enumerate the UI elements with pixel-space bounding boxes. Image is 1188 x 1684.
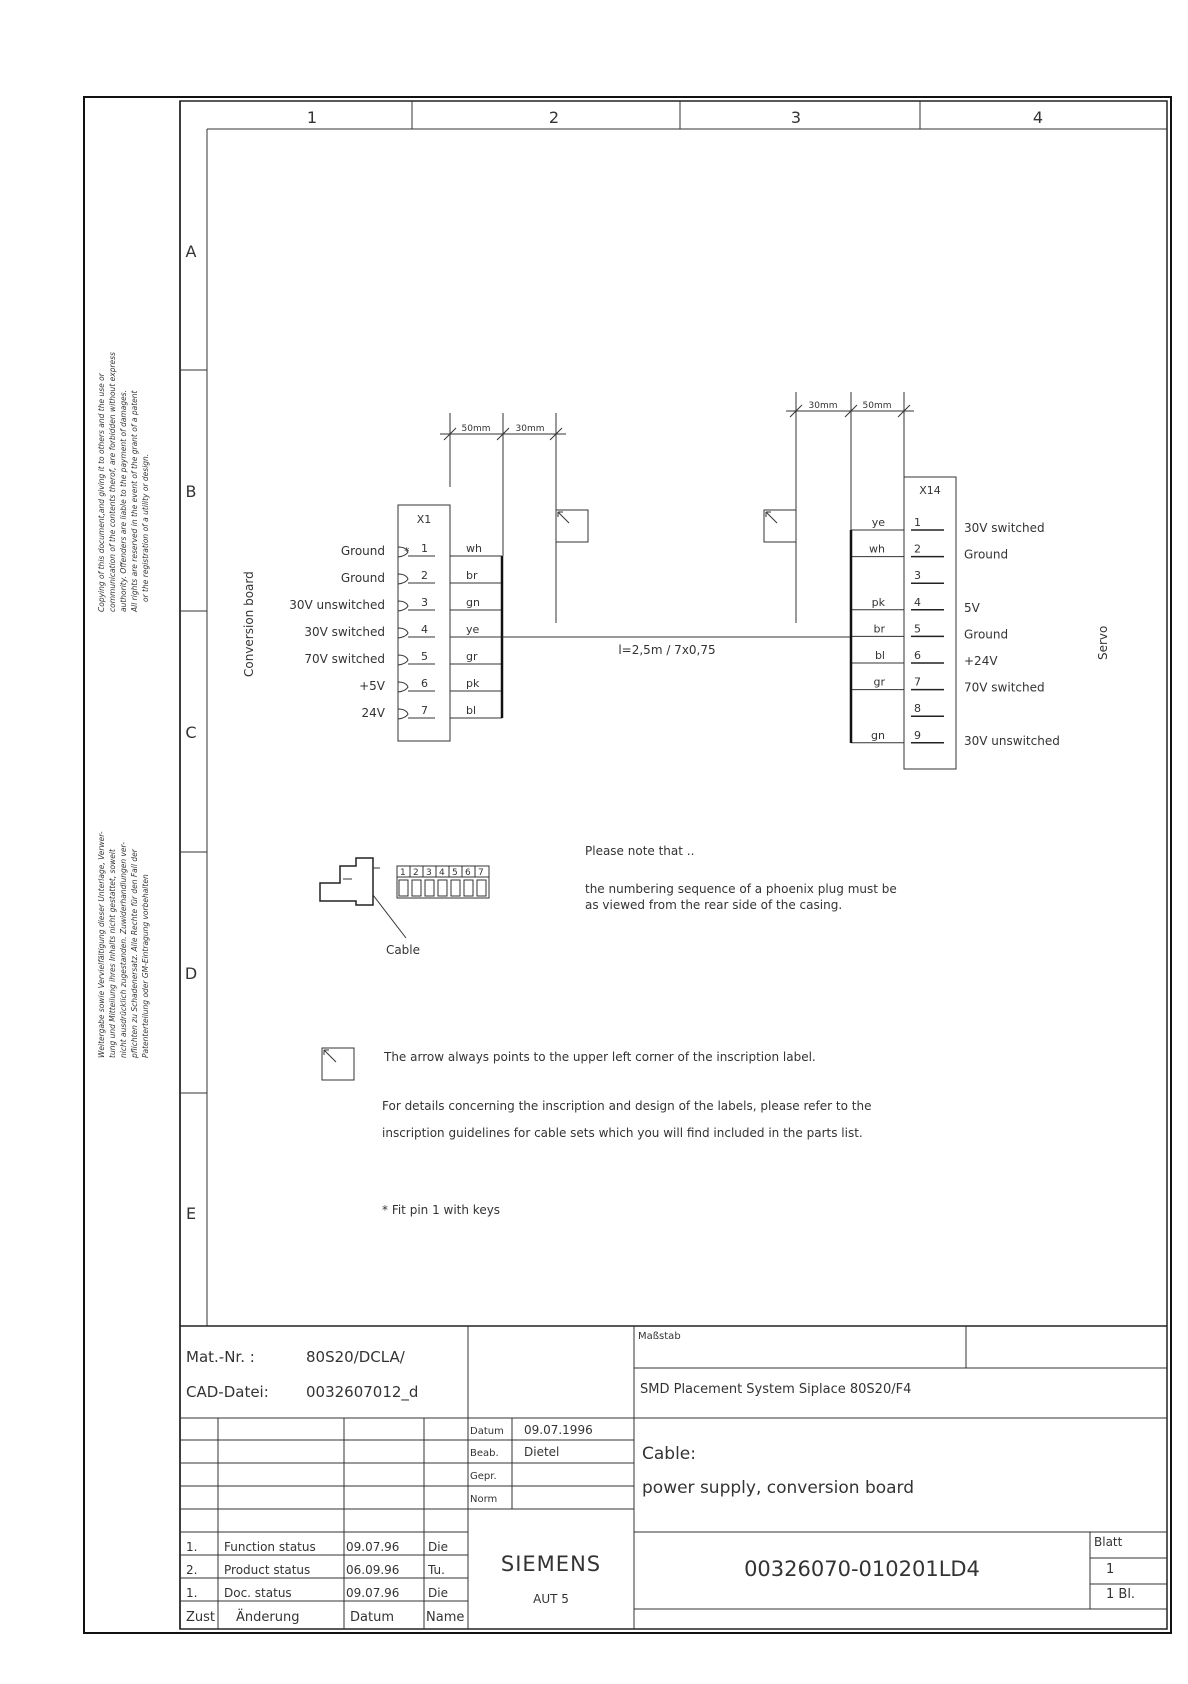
legal-notice-english bbox=[97, 350, 150, 613]
x14-wire-color: gn bbox=[871, 728, 885, 742]
phoenix-terminal bbox=[464, 880, 473, 896]
status-name: Die bbox=[428, 1540, 448, 1554]
svg-text:Weitergabe sowie Vervielfältig: Weitergabe sowie Vervielfältigung dieser Unterlage, Verwer- tung und Mitteilung ihres Inhalts nicht gestattet, soweit nicht ausdrücklich zugestanden. Zuwiderhandlungen ver- pflichten zu Schadenersatz. Alle Rechte für den Fall der Patenterteilung oder GM-Eintragung vorbehalten bbox=[97, 831, 150, 1058]
drawing-number: 00326070-010201LD4 bbox=[744, 1557, 980, 1581]
x1-wire-color: pk bbox=[466, 677, 480, 690]
x1-pin-number: 3 bbox=[421, 596, 428, 609]
x1-wire-color: wh bbox=[466, 542, 482, 555]
phoenix-pins bbox=[399, 866, 486, 896]
x1-pin-label: +5V bbox=[359, 679, 385, 693]
svg-text:Copying of this document,and g: Copying of this document,and giving it to others and the use or communication of the contents therof, are forbidden without express authority. Offenders are liable to the payment of damages. All rights are reserved in the event of the grant of a patent or the registration of a utility or design. bbox=[97, 352, 150, 612]
x14-pin-number: 1 bbox=[914, 516, 921, 529]
cable-description: power supply, conversion board bbox=[642, 1478, 915, 1498]
plug-body bbox=[320, 858, 373, 905]
x1-title: X1 bbox=[416, 513, 432, 526]
blatt-label: Blatt bbox=[1094, 1535, 1123, 1549]
phoenix-terminal bbox=[438, 880, 447, 896]
phoenix-pin-number: 2 bbox=[413, 868, 419, 878]
x14-pin-label: 30V unswitched bbox=[964, 733, 1060, 748]
x1-wire-color: br bbox=[466, 569, 478, 582]
blatt-value: 1 bbox=[1106, 1562, 1115, 1577]
x14-wire-color: wh bbox=[869, 542, 885, 556]
status-date: 06.09.96 bbox=[346, 1563, 400, 1577]
x14-pin-number: 8 bbox=[914, 702, 921, 716]
dim-left-a: 50mm bbox=[461, 424, 491, 434]
mat-label: Mat.-Nr. : bbox=[186, 1348, 255, 1366]
phoenix-cable-label: Cable bbox=[385, 943, 421, 957]
legal-notice-german bbox=[97, 829, 150, 1059]
department: AUT 5 bbox=[533, 1592, 569, 1606]
x14-wire-color: ye bbox=[871, 516, 885, 529]
beab-value: Dietel bbox=[524, 1445, 560, 1459]
footer-zust: Zust bbox=[186, 1610, 216, 1625]
note-body-1: the numbering sequence of a phoenix plug must be bbox=[585, 882, 897, 896]
cad-value: 0032607012_d bbox=[306, 1383, 419, 1401]
outer-frame bbox=[84, 97, 1171, 1633]
dim-right-a: 30mm bbox=[808, 401, 838, 411]
zone-row-e: E bbox=[185, 1204, 197, 1223]
x1-pin-contact bbox=[398, 709, 408, 719]
x1-wire-color: gn bbox=[466, 596, 480, 609]
zone-col-2: 2 bbox=[548, 108, 560, 127]
x14-wire-color: pk bbox=[871, 595, 885, 609]
status-zust: 1. bbox=[186, 1586, 198, 1600]
status-date: 09.07.96 bbox=[346, 1540, 400, 1554]
x1-pin-label: 30V switched bbox=[304, 625, 385, 639]
x14-pin-number: 6 bbox=[914, 649, 921, 662]
norm-label: Norm bbox=[470, 1494, 498, 1505]
x1-pin-contact bbox=[398, 655, 408, 665]
cable-title: Cable: bbox=[642, 1444, 696, 1464]
footer-aenderung: Änderung bbox=[236, 1610, 300, 1625]
arrow-note: The arrow always points to the upper left corner of the inscription label. bbox=[384, 1050, 816, 1064]
datum-value: 09.07.1996 bbox=[524, 1423, 593, 1437]
status-zust: 1. bbox=[186, 1540, 198, 1554]
cable-spec: l=2,5m / 7x0,75 bbox=[618, 643, 716, 657]
status-zust: 2. bbox=[186, 1563, 198, 1577]
footer-datum: Datum bbox=[350, 1610, 394, 1625]
beab-label: Beab. bbox=[470, 1448, 499, 1459]
x1-pin-number: 1 bbox=[421, 542, 428, 555]
phoenix-terminal bbox=[399, 880, 408, 896]
x1-wire-color: gr bbox=[466, 650, 478, 663]
x14-wire-color: br bbox=[873, 622, 885, 636]
status-rows bbox=[186, 1540, 448, 1600]
note-body-2: as viewed from the rear side of the casing. bbox=[585, 898, 843, 912]
phoenix-pin-number: 5 bbox=[452, 868, 458, 878]
title-block bbox=[180, 1326, 1167, 1629]
x1-pin-contact bbox=[398, 574, 408, 584]
wiring-diagram bbox=[242, 392, 1110, 1217]
x1-pin-label: Ground bbox=[340, 544, 385, 558]
x1-pin-label: 70V switched bbox=[304, 652, 385, 666]
x1-pin-label: 24V bbox=[361, 706, 385, 720]
status-name: Die bbox=[428, 1586, 448, 1600]
details-note-2: inscription guidelines for cable sets which you will find included in the parts list. bbox=[382, 1126, 863, 1140]
x14-wire-color: gr bbox=[873, 675, 885, 689]
x14-pins bbox=[851, 516, 1060, 748]
phoenix-terminal bbox=[451, 880, 460, 896]
cad-label: CAD-Datei: bbox=[186, 1383, 269, 1401]
status-name: Tu. bbox=[428, 1563, 445, 1577]
x14-pin-number: 9 bbox=[914, 728, 921, 742]
status-date: 09.07.96 bbox=[346, 1586, 400, 1600]
status-text: Product status bbox=[224, 1563, 311, 1577]
note-title: Please note that .. bbox=[585, 844, 695, 858]
zone-row-b: B bbox=[185, 482, 197, 501]
phoenix-plug bbox=[320, 858, 489, 957]
dim-left-b: 30mm bbox=[515, 424, 545, 434]
x1-pin-label: 30V unswitched bbox=[289, 598, 385, 612]
status-text: Function status bbox=[224, 1540, 316, 1554]
x1-wire-color: bl bbox=[466, 704, 477, 717]
x1-pin-number: 5 bbox=[421, 650, 428, 663]
x1-pin-contact bbox=[398, 601, 408, 611]
phoenix-terminal bbox=[412, 880, 421, 896]
x14-pin-label: 30V switched bbox=[964, 521, 1045, 535]
x1-pin-number: 7 bbox=[421, 704, 428, 717]
x14-wire-color: bl bbox=[874, 649, 885, 662]
phoenix-pin-number: 6 bbox=[465, 868, 471, 878]
zone-row-d: D bbox=[184, 964, 198, 983]
scale-label: Maßstab bbox=[638, 1331, 681, 1342]
zone-col-1: 1 bbox=[306, 108, 318, 127]
footer-name: Name bbox=[426, 1610, 465, 1625]
x1-pin-contact bbox=[398, 682, 408, 692]
zone-col-3: 3 bbox=[790, 108, 802, 127]
company-name: SIEMENS bbox=[500, 1552, 602, 1576]
x14-title: X14 bbox=[919, 484, 941, 497]
datum-label: Datum bbox=[470, 1426, 504, 1437]
cable-callout bbox=[373, 895, 406, 938]
phoenix-terminal bbox=[477, 880, 486, 896]
x1-pin-number: 4 bbox=[421, 623, 428, 636]
key-note: * Fit pin 1 with keys bbox=[382, 1203, 501, 1217]
phoenix-pin-number: 1 bbox=[400, 868, 406, 878]
mat-value: 80S20/DCLA/ bbox=[306, 1348, 405, 1366]
phoenix-terminal bbox=[425, 880, 434, 896]
conversion-board-label: Conversion board bbox=[242, 571, 256, 677]
x1-pins bbox=[289, 542, 502, 720]
x14-pin-label: +24V bbox=[964, 654, 998, 668]
system-title: SMD Placement System Siplace 80S20/F4 bbox=[640, 1382, 912, 1397]
x1-pin-label: Ground bbox=[340, 571, 385, 585]
sheet-count: 1 Bl. bbox=[1106, 1587, 1136, 1602]
status-text: Doc. status bbox=[224, 1586, 292, 1600]
x14-pin-label: 5V bbox=[964, 600, 980, 615]
phoenix-pin-number: 3 bbox=[426, 868, 432, 878]
x14-pin-number: 5 bbox=[914, 622, 921, 636]
zone-row-c: C bbox=[185, 723, 197, 742]
zone-row-a: A bbox=[185, 242, 197, 261]
servo-label: Servo bbox=[1096, 625, 1110, 660]
x14-pin-number: 3 bbox=[914, 569, 921, 583]
x14-pin-label: 70V switched bbox=[964, 680, 1045, 695]
x14-pin-number: 7 bbox=[914, 675, 921, 689]
gepr-label: Gepr. bbox=[470, 1471, 497, 1482]
x14-pin-number: 2 bbox=[914, 542, 921, 556]
x14-pin-number: 4 bbox=[914, 595, 921, 609]
x1-wire-color: ye bbox=[466, 623, 480, 636]
x14-pin-label: Ground bbox=[964, 547, 1009, 562]
phoenix-pin-number: 7 bbox=[478, 868, 484, 878]
x1-pin-number: 2 bbox=[421, 569, 428, 582]
phoenix-pin-number: 4 bbox=[439, 868, 445, 878]
dim-right-b: 50mm bbox=[862, 401, 892, 411]
x1-pin-number: 6 bbox=[421, 677, 428, 690]
x1-pin-contact bbox=[398, 628, 408, 638]
x14-pin-label: Ground bbox=[964, 627, 1009, 642]
details-note-1: For details concerning the inscription and design of the labels, please refer to the bbox=[382, 1099, 872, 1113]
zone-col-4: 4 bbox=[1032, 108, 1044, 127]
x14-connector bbox=[904, 477, 956, 769]
x1-key-star: * bbox=[404, 545, 410, 558]
